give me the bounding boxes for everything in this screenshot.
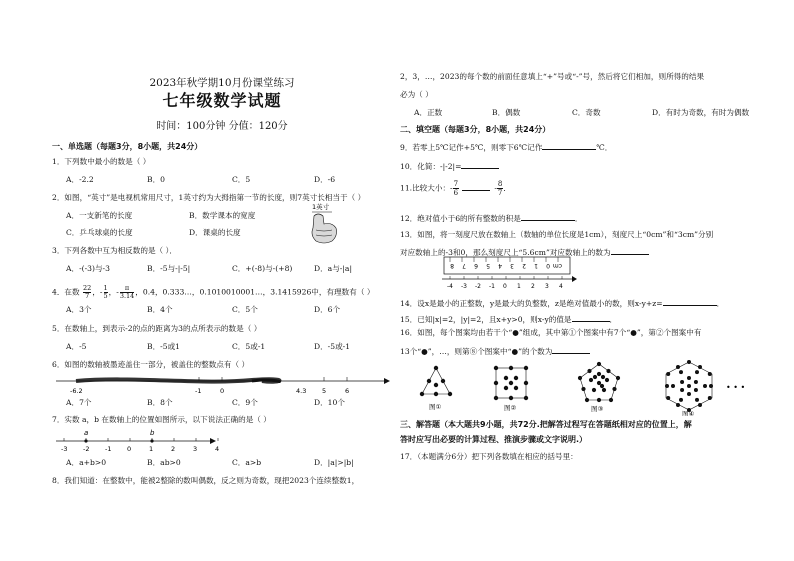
pattern-figure-1-label: 图①	[429, 403, 442, 411]
q2-option-b: B．数学课本的宽度	[189, 211, 256, 220]
ruler-label: 4	[498, 262, 502, 269]
q9-unit: ℃．	[596, 143, 613, 152]
pattern-dot	[687, 392, 691, 396]
q7-tick-label: 4	[215, 445, 220, 453]
pattern-dot	[494, 366, 498, 370]
q12	[400, 212, 582, 224]
q6-stem: 6．如图的数轴被墨迹盖住一部分，被盖住的整数点有（ ）	[52, 360, 250, 369]
ruler-label: cm	[552, 262, 562, 269]
q9-answer-blank[interactable]	[542, 141, 596, 150]
q11-end: ．	[503, 183, 511, 193]
q3-option-c: C．+(-8)与-(+8)	[232, 264, 293, 273]
pattern-dot	[616, 376, 620, 380]
pattern-dot	[694, 380, 698, 384]
q3-option-a: A．-(-3)与-3	[66, 264, 110, 273]
pattern-dot	[524, 396, 528, 400]
q14-answer-blank[interactable]	[663, 297, 717, 306]
pattern-dot	[698, 365, 702, 369]
q4-f3-den: 3.14	[119, 292, 135, 300]
q1-option-d: D．-6	[314, 175, 336, 184]
q15-answer-blank[interactable]	[572, 313, 610, 322]
q12-end: ．	[574, 214, 583, 223]
pattern-dot	[687, 360, 691, 364]
q7-point-b-label: b	[150, 429, 155, 437]
pattern-dot	[687, 376, 691, 380]
ruler-label: 1	[534, 262, 538, 269]
pattern-dot	[597, 381, 601, 385]
q8-option-d: D．有时为奇数，有时为偶数	[652, 108, 750, 117]
section-3-heading-line1: 三、解答题（本大题共9小题，共72分.把解答过程写在答题纸相对应的位置上，解	[400, 420, 692, 429]
q6-option-b: B．8个	[147, 398, 173, 407]
q1-option-c: C．5	[232, 175, 251, 184]
pattern-dot	[509, 366, 513, 370]
thumb-figure-label: 1英寸	[312, 203, 330, 211]
q4-stem-prefix: 4．在数	[52, 287, 80, 297]
q7-tick-label: -3	[61, 445, 68, 453]
q4-f1-den: 7	[85, 292, 90, 300]
q14	[400, 297, 724, 309]
pattern-dot	[680, 388, 684, 392]
q10-answer-blank[interactable]	[461, 160, 499, 169]
pattern-dot	[578, 376, 582, 380]
q11-answer-blank[interactable]	[462, 182, 490, 191]
pattern-figure-2-label: 图②	[504, 404, 517, 412]
pattern-dot	[504, 376, 508, 380]
q6-option-a: A．7个	[66, 398, 92, 407]
pattern-dot	[703, 384, 707, 388]
axis-tick-label: -3	[461, 283, 467, 290]
q2-option-c: C．乒乓球桌的长度	[66, 228, 133, 237]
q9	[400, 141, 612, 153]
q15-text: 15．已知|x|=2，|y|=2，且x+y>0，则x-y的值是	[400, 315, 572, 324]
q1-stem: 1．下列数中最小的数是（ ）	[52, 157, 151, 166]
q7-number-line	[52, 427, 232, 455]
section-3-heading-line2: 答时应写出必要的计算过程、推演步骤或文字说明.）	[400, 435, 588, 444]
q5-option-a: A．-5	[66, 342, 87, 351]
q11-fraction-1	[453, 180, 459, 197]
q8-line1: 8．我们知道：在整数中，能被2整除的数叫偶数，反之则为奇数，现把2023个连续整数1，	[52, 476, 360, 485]
pattern-dot	[514, 376, 518, 380]
q13-text: 对应数轴上的-3和0，那么刻度尺上“5.6cm”对应数轴上的数为	[400, 248, 611, 257]
pattern-dot	[509, 381, 513, 385]
pattern-dot	[601, 375, 605, 379]
axis-tick-label: -2	[475, 283, 481, 290]
left-column	[52, 0, 392, 561]
pattern-dot	[587, 369, 591, 373]
ruler-label: 7	[462, 262, 466, 269]
q13-line1: 13．如图，将一刻度尺放在数轴上（数轴的单位长度是1cm），刻度尺上“0cm”和“3cm”分别	[400, 230, 714, 239]
q6-number-line	[52, 372, 392, 396]
ruler-label: 3	[510, 262, 514, 269]
q12-answer-blank[interactable]	[521, 212, 575, 221]
thumb-inch-figure	[302, 200, 342, 246]
q7-tick-label: -1	[105, 445, 112, 453]
q4-f1-num: 22	[83, 284, 92, 292]
q11-f1-num: 7	[453, 180, 459, 188]
pattern-dot	[597, 362, 601, 366]
pattern-dot	[680, 380, 684, 384]
section-2-heading: 二、填空题（每题3分，8小题，共24分）	[400, 125, 551, 134]
q7-option-a: A．a+b>0	[66, 458, 107, 467]
pattern-dot	[605, 378, 609, 382]
axis-tick-label: -1	[489, 283, 495, 290]
pattern-dot	[606, 369, 610, 373]
q7-tick-label: 2	[171, 445, 176, 453]
axis-tick-label: 3	[545, 283, 549, 290]
pattern-dot	[679, 398, 683, 402]
pattern-dot	[597, 398, 601, 402]
pattern-figure-3	[578, 362, 620, 413]
pattern-dot	[671, 384, 675, 388]
pattern-figure-2	[494, 366, 528, 412]
q6-tick-label: 5	[322, 387, 327, 395]
q4-fraction-1	[83, 285, 91, 300]
q11-mid: -	[494, 183, 497, 193]
q8-option-b: B．偶数	[492, 108, 521, 117]
pattern-dot	[593, 375, 597, 379]
pattern-dot	[708, 372, 712, 376]
pattern-figure-4	[665, 360, 713, 416]
pattern-dot	[597, 372, 601, 376]
pattern-dot	[581, 387, 585, 391]
q8-line3: 必为（ ）	[400, 90, 433, 99]
q1-option-b: B．0	[147, 175, 166, 184]
ruler-label: 5	[486, 262, 490, 269]
q11	[400, 180, 511, 197]
pattern-dot	[698, 403, 702, 407]
q9-text: 9．若零上5℃记作+5℃，则零下6℃记作	[400, 143, 543, 152]
pattern-dot	[494, 381, 498, 385]
ruler-label: 8	[450, 262, 454, 269]
q16-pattern-figures	[414, 360, 752, 416]
q2-option-a: A．一支新笔的长度	[66, 211, 133, 220]
q4-f2-den: 5	[103, 292, 108, 300]
pattern-dot	[600, 384, 604, 388]
q10	[400, 160, 499, 172]
pattern-dot	[524, 381, 528, 385]
q2-stem: 2．如图，“英寸”是电视机常用尺寸，1英寸约为大拇指第一节的长度，则7英寸长相当于（ ）	[52, 193, 366, 202]
pattern-dot	[524, 366, 528, 370]
q5-option-c: C．5或-1	[232, 342, 266, 351]
ruler-label: 6	[474, 262, 478, 269]
q6-tick-label: 4.3	[296, 387, 307, 395]
ruler-label: 2	[522, 262, 526, 269]
q8-option-c: C．奇数	[572, 108, 601, 117]
q11-f2-num: 8	[497, 180, 503, 188]
q6-tick-label: -6.2	[70, 387, 83, 395]
q6-option-d: D．10个	[314, 398, 345, 407]
q16-text: 13个“●”，…，则第⑧个图案中“●”的个数为	[400, 347, 553, 356]
pattern-dot	[676, 365, 680, 369]
q14-end: ．	[716, 299, 725, 308]
q7-tick-label: 3	[193, 445, 198, 453]
pattern-dot	[504, 386, 508, 390]
q3-option-d: D．a与-|a|	[314, 264, 353, 273]
q4-option-a: A．3个	[66, 305, 92, 314]
q15-end: ．	[609, 315, 618, 324]
exam-title-line1: 2023年秋学期10月份课堂练习	[149, 77, 295, 89]
q10-text: 10．化简：-|-2|=	[400, 162, 462, 171]
q6-tick-label: 0	[220, 387, 225, 395]
q7-point-a-label: a	[84, 429, 89, 437]
exam-time-score: 时间：100分钟 分值：120分	[156, 121, 288, 132]
q4-f3-num: π	[120, 285, 134, 293]
q7-option-b: B．ab>0	[147, 458, 181, 467]
pattern-figure-1	[420, 366, 452, 411]
ruler-label: 0	[546, 262, 550, 269]
q4-f2-num: 1	[103, 284, 108, 292]
pattern-dot	[494, 396, 498, 400]
section-1-heading: 一、单选题（每题3分，8小题，共24分）	[52, 142, 203, 151]
q11-f2-den: 7	[497, 189, 503, 197]
pattern-dot	[709, 384, 713, 388]
q14-text: 14．设x是最小的正整数，y是最大的负整数，z是绝对值最小的数，则x-y+z=	[400, 299, 663, 308]
axis-tick-label: 0	[503, 283, 507, 290]
pattern-dot	[665, 384, 669, 388]
q4-option-d: D．6个	[314, 305, 341, 314]
right-column	[400, 0, 752, 561]
q7-tick-label: -2	[83, 445, 90, 453]
pattern-dot	[612, 387, 616, 391]
q3-option-b: B．-5与-|-5|	[147, 264, 191, 273]
q7-option-d: D．|a|>|b|	[314, 458, 354, 467]
q11-f1-den: 6	[453, 189, 459, 197]
q8-line2: 2，3，…，2023的每个数的前面任意填上“+”号或“-”号，然后将它们相加，则所得的结果	[400, 72, 705, 81]
pattern-dot	[509, 396, 513, 400]
pattern-dot	[694, 388, 698, 392]
q16-answer-blank[interactable]	[552, 345, 590, 354]
pattern-dot	[708, 396, 712, 400]
pattern-dot	[695, 370, 699, 374]
q12-text: 12．绝对值小于6的所有整数的积是	[400, 214, 521, 223]
q4-fraction-3	[120, 285, 134, 300]
q7-tick-label: 0	[127, 445, 132, 453]
pattern-dot	[687, 384, 691, 388]
q7-stem: 7．实数 a，b 在数轴上的位置如图所示，以下说法正确的是（ ）	[52, 415, 271, 424]
axis-tick-label: 1	[517, 283, 521, 290]
axis-tick-label: 2	[531, 283, 535, 290]
q6-tick-label: 6	[345, 387, 350, 395]
q6-tick-label: -1	[195, 387, 202, 395]
q4-stem-rest: ，0.4，0.333…，0.1010010001…，3.1415926中，有理数有（ ）	[135, 287, 375, 297]
pattern-dot	[609, 398, 613, 402]
exam-title: 七年级数学试题	[162, 91, 282, 110]
q11-text: 11.比较大小：-	[400, 183, 453, 193]
q8-option-a: A．正数	[414, 108, 443, 117]
q5-option-d: D．-5或-1	[314, 342, 351, 351]
q16-line1: 16．如图，每个图案均由若干个“●”组成，其中第①个图案中有7个“●”，第②个图案中有	[400, 328, 702, 337]
pattern-dot	[514, 386, 518, 390]
q4-option-c: C．5个	[232, 305, 258, 314]
q1-option-a: A．-2.2	[66, 175, 94, 184]
pattern-dot	[589, 378, 593, 382]
q17-stem: 17．（本题满分6分）把下列各数填在相应的括号里：	[400, 452, 578, 461]
pattern-figure-3-label: 图③	[591, 405, 604, 413]
pattern-figure-4-label: 图④	[682, 410, 695, 416]
q4-stem: 4．在数 $\frac{22}{7}$ ，- $\frac{1}{5}$ ，- $\frac{\pi}{3.14}$ ，0.4，0.333…，0.1010010001…，3.1415926中，有理数有（ ）	[52, 284, 375, 300]
axis-tick-label: 4	[559, 283, 563, 290]
pattern-dot	[592, 388, 596, 392]
q6-option-c: C．9个	[232, 398, 258, 407]
pattern-dot	[602, 388, 606, 392]
q2-option-d: D．课桌的长度	[189, 228, 241, 237]
q16-line2	[400, 345, 590, 357]
pattern-dot	[666, 396, 670, 400]
q5-option-b: B．-5或1	[147, 342, 180, 351]
pattern-ellipsis: • • •	[726, 383, 746, 392]
q15	[400, 313, 617, 325]
q3-stem: 3．下列各数中互为相反数的是（ ）．	[52, 246, 177, 255]
q4-option-b: B．4个	[147, 305, 173, 314]
q4-fraction-2	[104, 285, 108, 300]
pattern-dot	[695, 398, 699, 402]
q13-ruler-figure	[440, 254, 580, 292]
pattern-dot	[679, 370, 683, 374]
q5-stem: 5．在数轴上，到表示-2的点的距离为3的点所表示的数是（ ）	[52, 324, 262, 333]
q13-answer-blank[interactable]	[611, 246, 649, 255]
pattern-dot	[666, 372, 670, 376]
q7-option-c: C．a>b	[232, 458, 262, 467]
q7-tick-label: 1	[149, 445, 154, 453]
pattern-dot	[585, 398, 589, 402]
pattern-dot	[676, 403, 680, 407]
axis-tick-label: -4	[447, 283, 453, 290]
